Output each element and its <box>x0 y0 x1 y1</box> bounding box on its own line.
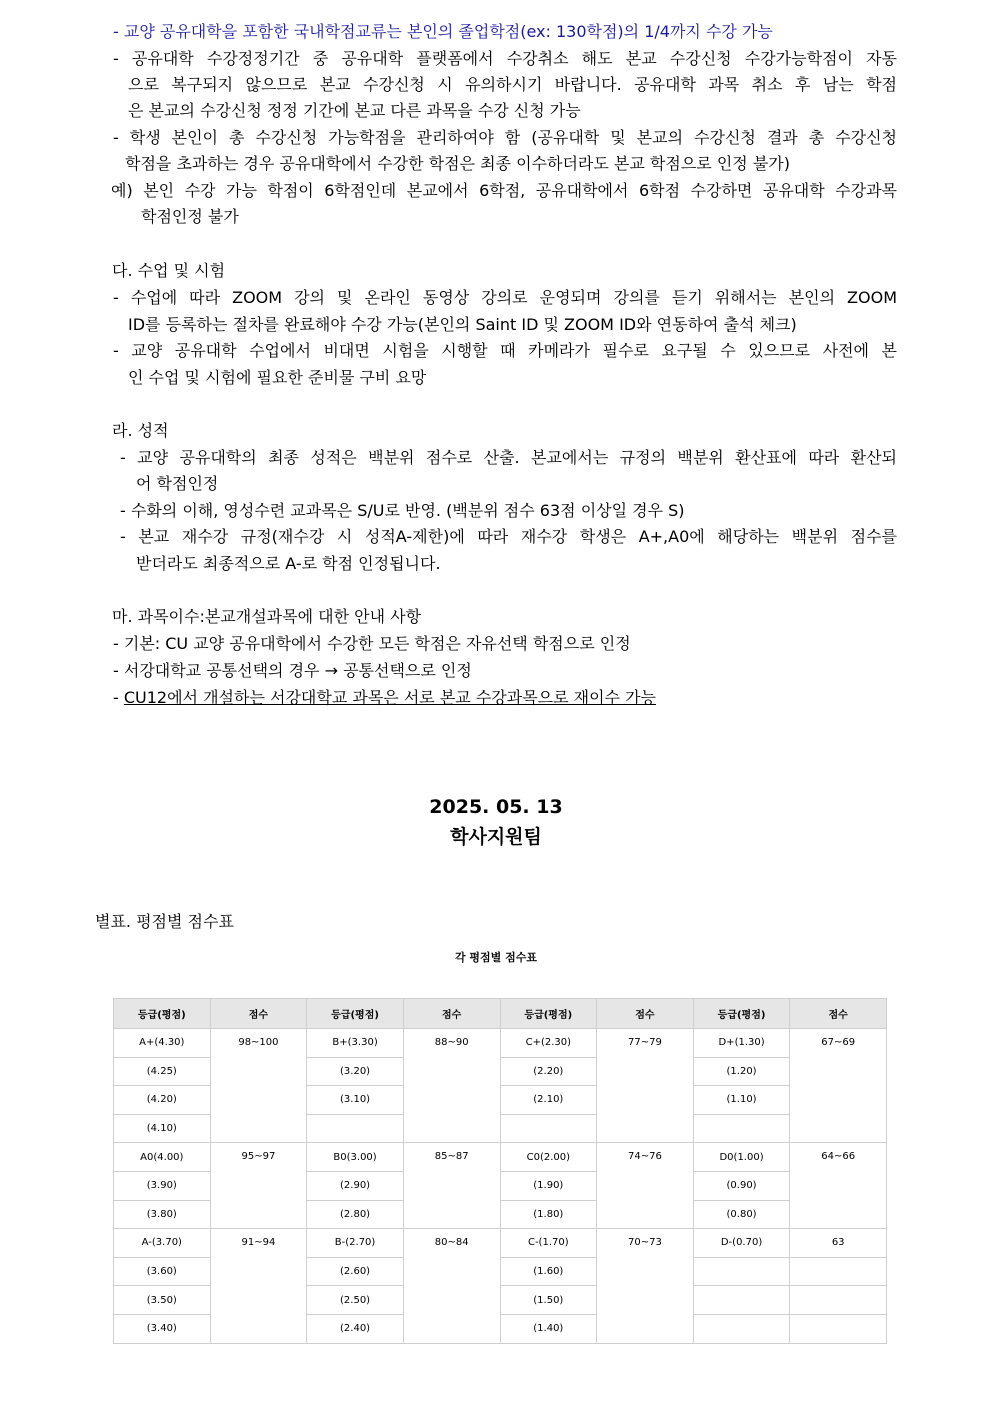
empty-cell <box>790 1257 887 1286</box>
column-header: 점수 <box>790 999 887 1029</box>
text-line: 어 학점인정 <box>136 474 219 493</box>
grade-cell: (2.20) <box>500 1057 597 1086</box>
grade-cell: (1.50) <box>500 1286 597 1315</box>
section-heading: 마. 과목이수:본교개설과목에 대한 안내 사항 <box>112 607 422 626</box>
grade-cell: (4.20) <box>114 1086 211 1115</box>
grade-cell <box>693 1114 790 1143</box>
score-cell: 91~94 <box>210 1229 307 1343</box>
grade-cell <box>307 1114 404 1143</box>
grade-cell: A+(4.30) <box>114 1029 211 1058</box>
score-cell: 85~87 <box>403 1143 500 1229</box>
text-line: 은 본교의 수강신청 정정 기간에 본교 다른 과목을 수강 신청 가능 <box>128 101 581 120</box>
grade-cell: (2.60) <box>307 1257 404 1286</box>
text-line: 인 수업 및 시험에 필요한 준비물 구비 요망 <box>128 368 427 387</box>
grade-cell: (3.40) <box>114 1314 211 1343</box>
section-heading: 다. 수업 및 시험 <box>112 261 226 280</box>
grade-cell: (3.10) <box>307 1086 404 1115</box>
score-cell: 64~66 <box>790 1143 887 1229</box>
text-line <box>113 685 656 711</box>
text-line: - 기본: CU 교양 공유대학에서 수강한 모든 학점은 자유선택 학점으로 인정 <box>113 634 631 653</box>
empty-cell <box>790 1314 887 1343</box>
text-line: 학점을 초과하는 경우 공유대학에서 수강한 학점은 최종 이수하더라도 본교 학점으로 인정 불가) <box>125 154 790 173</box>
grade-cell <box>693 1286 790 1315</box>
grade-cell: D-(0.70) <box>693 1229 790 1258</box>
grade-cell: (1.80) <box>500 1200 597 1229</box>
grade-cell: (1.40) <box>500 1314 597 1343</box>
text-line: - 공유대학 수강정정기간 중 공유대학 플랫폼에서 수강취소 해도 본교 수강신청 수강가능학점이 자동 <box>113 49 897 68</box>
text-line: - 교양 공유대학의 최종 성적은 백분위 점수로 산출. 본교에서는 규정의 백분위 환산표에 따라 환산되 <box>120 448 897 467</box>
text-line: - 본교 재수강 규정(재수강 시 성적A-제한)에 따라 재수강 학생은 A+,A0에 해당하는 백분위 점수를 <box>120 527 897 546</box>
column-header: 등급(평점) <box>114 999 211 1029</box>
text-line: 으로 복구되지 않으므로 본교 수강신청 시 유의하시기 바랍니다. 공유대학 과목 취소 후 남는 학점 <box>128 75 897 94</box>
text-line: - 수화의 이해, 영성수련 교과목은 S/U로 반영. (백분위 점수 63점 이상일 경우 S) <box>120 501 685 520</box>
score-cell: 98~100 <box>210 1029 307 1143</box>
empty-cell <box>790 1286 887 1315</box>
grade-cell: (2.90) <box>307 1171 404 1200</box>
grade-cell: (1.60) <box>500 1257 597 1286</box>
text-line: - 교양 공유대학을 포함한 국내학점교류는 본인의 졸업학점(ex: 130학점)의 1/4까지 수강 가능 <box>113 22 773 41</box>
column-header: 점수 <box>403 999 500 1029</box>
table-title: 각 평점별 점수표 <box>454 951 538 964</box>
text-line: ID를 등록하는 절차를 완료해야 수강 가능(본인의 Saint ID 및 ZOOM ID와 연동하여 출석 체크) <box>128 315 797 334</box>
grade-cell: (3.60) <box>114 1257 211 1286</box>
grade-cell: (2.50) <box>307 1286 404 1315</box>
section-heading: 라. 성적 <box>112 421 169 440</box>
grade-cell: (2.80) <box>307 1200 404 1229</box>
grade-cell: (1.90) <box>500 1171 597 1200</box>
grade-cell: A0(4.00) <box>114 1143 211 1172</box>
text-line: 예) 본인 수강 가능 학점이 6학점인데 본교에서 6학점, 공유대학에서 6학점 수강하면 공유대학 수강과목 <box>111 181 897 200</box>
grade-cell: B-(2.70) <box>307 1229 404 1258</box>
table-row <box>114 1143 887 1172</box>
column-header: 등급(평점) <box>693 999 790 1029</box>
document-date: 2025. 05. 13 <box>429 796 563 818</box>
text-line: 받더라도 최종적으로 A-로 학점 인정됩니다. <box>136 554 441 573</box>
column-header: 등급(평점) <box>307 999 404 1029</box>
grade-cell: (3.50) <box>114 1286 211 1315</box>
score-cell: 88~90 <box>403 1029 500 1143</box>
grade-cell: D0(1.00) <box>693 1143 790 1172</box>
grade-cell <box>693 1257 790 1286</box>
grade-cell: (2.10) <box>500 1086 597 1115</box>
grade-cell: (0.90) <box>693 1171 790 1200</box>
grade-cell: (1.10) <box>693 1086 790 1115</box>
bullet-marker: - <box>113 688 124 707</box>
column-header: 점수 <box>597 999 694 1029</box>
grade-cell: (4.25) <box>114 1057 211 1086</box>
appendix-title: 별표. 평점별 점수표 <box>95 912 234 931</box>
grade-cell: A-(3.70) <box>114 1229 211 1258</box>
score-cell: 74~76 <box>597 1143 694 1229</box>
grade-cell <box>500 1114 597 1143</box>
table-header-row <box>114 999 887 1029</box>
score-cell: 67~69 <box>790 1029 887 1143</box>
grade-cell: (3.90) <box>114 1171 211 1200</box>
score-cell: 63 <box>790 1229 887 1258</box>
grade-cell: (1.20) <box>693 1057 790 1086</box>
grade-score-table <box>113 998 887 1344</box>
text-line: - 서강대학교 공통선택의 경우 → 공통선택으로 인정 <box>113 661 472 680</box>
column-header: 점수 <box>210 999 307 1029</box>
grade-cell: (2.40) <box>307 1314 404 1343</box>
grade-cell: (3.20) <box>307 1057 404 1086</box>
text-line: 학점인정 불가 <box>141 207 239 226</box>
grade-cell: (0.80) <box>693 1200 790 1229</box>
score-cell: 80~84 <box>403 1229 500 1343</box>
text-line: - 수업에 따라 ZOOM 강의 및 온라인 동영상 강의로 운영되며 강의를 듣기 위해서는 본인의 ZOOM <box>113 288 897 307</box>
grade-cell: C-(1.70) <box>500 1229 597 1258</box>
grade-cell: D+(1.30) <box>693 1029 790 1058</box>
table-row <box>114 1229 887 1258</box>
grade-cell: C0(2.00) <box>500 1143 597 1172</box>
score-cell: 70~73 <box>597 1229 694 1343</box>
score-cell: 95~97 <box>210 1143 307 1229</box>
score-cell: 77~79 <box>597 1029 694 1143</box>
column-header: 등급(평점) <box>500 999 597 1029</box>
grade-cell: (3.80) <box>114 1200 211 1229</box>
grade-cell: B0(3.00) <box>307 1143 404 1172</box>
grade-cell: B+(3.30) <box>307 1029 404 1058</box>
grade-cell: C+(2.30) <box>500 1029 597 1058</box>
issuing-team: 학사지원팀 <box>450 826 542 848</box>
table-row <box>114 1029 887 1058</box>
text-line: - 교양 공유대학 수업에서 비대면 시험을 시행할 때 카메라가 필수로 요구될 수 있으므로 사전에 본 <box>113 341 897 360</box>
grade-cell: (4.10) <box>114 1114 211 1143</box>
grade-cell <box>693 1314 790 1343</box>
underlined-text: CU12에서 개설하는 서강대학교 과목은 서로 본교 수강과목으로 재이수 가능 <box>123 688 657 707</box>
text-line: - 학생 본인이 총 수강신청 가능학점을 관리하여야 함 (공유대학 및 본교의 수강신청 결과 총 수강신청 <box>113 128 897 147</box>
